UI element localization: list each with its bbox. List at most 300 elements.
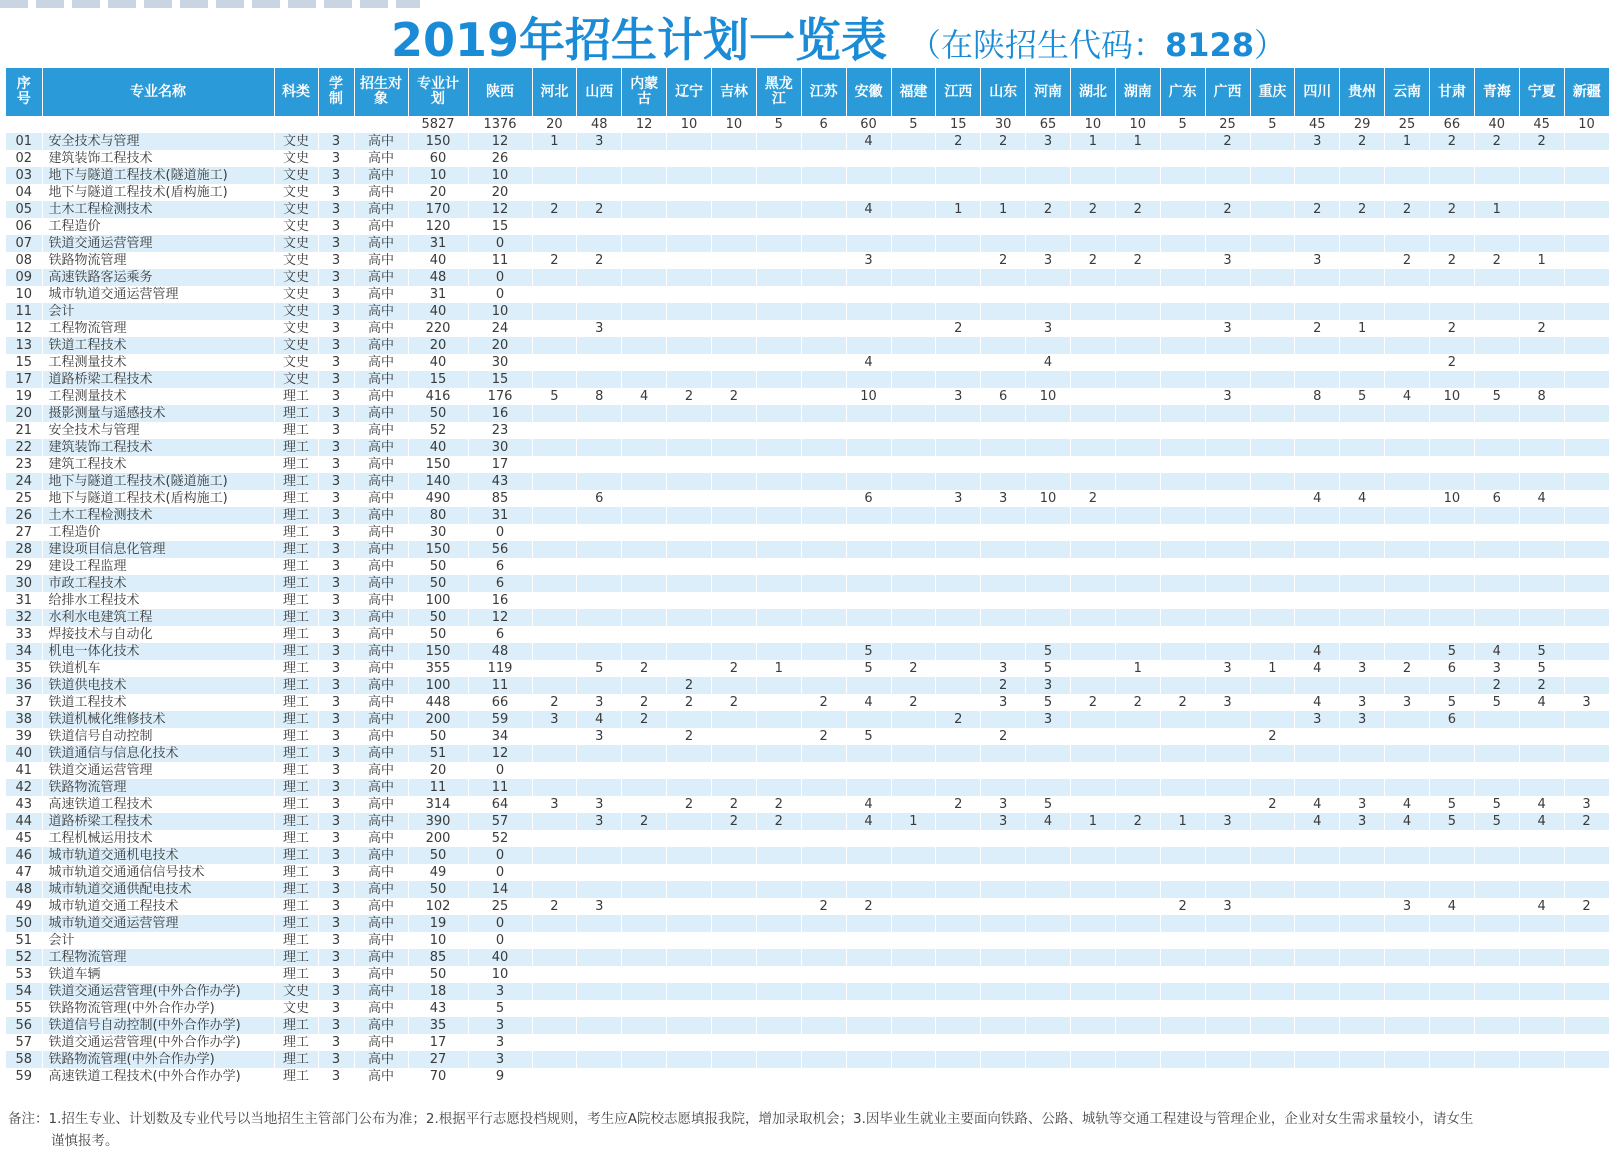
table-cell: 高中: [354, 218, 408, 235]
row-number: 08: [6, 252, 42, 269]
table-cell: [1564, 201, 1609, 218]
total-cell: 48: [577, 116, 622, 133]
table-cell: [891, 439, 936, 456]
column-header: 河北: [532, 68, 577, 116]
table-cell: [1026, 218, 1071, 235]
table-cell: [1115, 184, 1160, 201]
table-cell: [1250, 575, 1295, 592]
table-cell: 高中: [354, 949, 408, 966]
table-cell: 140: [408, 473, 468, 490]
table-cell: [1205, 762, 1250, 779]
table-cell: 102: [408, 898, 468, 915]
table-cell: [1160, 1051, 1205, 1068]
table-cell: [532, 167, 577, 184]
table-cell: [1385, 711, 1430, 728]
table-cell: [1385, 405, 1430, 422]
table-cell: [1430, 303, 1475, 320]
table-cell: [1205, 269, 1250, 286]
table-cell: [622, 1034, 667, 1051]
table-cell: [891, 830, 936, 847]
table-cell: 0: [468, 915, 532, 932]
row-number: 43: [6, 796, 42, 813]
major-name: 地下与隧道工程技术(盾构施工): [42, 184, 274, 201]
table-cell: 10: [1026, 490, 1071, 507]
table-cell: 3: [318, 490, 354, 507]
table-cell: [891, 218, 936, 235]
table-cell: [1519, 1017, 1564, 1034]
table-cell: [532, 677, 577, 694]
table-cell: [1564, 966, 1609, 983]
table-cell: [1160, 354, 1205, 371]
table-cell: [1115, 524, 1160, 541]
table-cell: [1430, 456, 1475, 473]
table-cell: [667, 813, 712, 830]
table-cell: [756, 150, 801, 167]
table-cell: [622, 745, 667, 762]
table-cell: 10: [1430, 490, 1475, 507]
table-cell: [1340, 507, 1385, 524]
table-cell: [846, 915, 891, 932]
table-cell: [1026, 184, 1071, 201]
table-cell: 3: [318, 269, 354, 286]
table-cell: [1160, 269, 1205, 286]
table-cell: [712, 932, 757, 949]
table-cell: [1295, 949, 1340, 966]
table-cell: [577, 507, 622, 524]
table-cell: 2: [1295, 320, 1340, 337]
table-cell: [891, 847, 936, 864]
table-cell: [1205, 592, 1250, 609]
table-cell: 高中: [354, 354, 408, 371]
table-cell: [532, 507, 577, 524]
table-cell: [981, 643, 1026, 660]
table-cell: 2: [891, 694, 936, 711]
table-header-row: [6, 68, 1609, 116]
table-cell: [622, 490, 667, 507]
table-cell: [712, 150, 757, 167]
table-cell: [1474, 235, 1519, 252]
table-cell: 2: [1474, 133, 1519, 150]
table-cell: [1205, 1017, 1250, 1034]
table-cell: 100: [408, 677, 468, 694]
table-cell: [1385, 830, 1430, 847]
table-cell: [756, 201, 801, 218]
table-cell: [712, 167, 757, 184]
major-name: 土木工程检测技术: [42, 201, 274, 218]
table-cell: [981, 1017, 1026, 1034]
table-cell: 3: [318, 201, 354, 218]
table-cell: [1340, 864, 1385, 881]
row-number: 50: [6, 915, 42, 932]
table-cell: [577, 235, 622, 252]
table-cell: [577, 524, 622, 541]
row-number: 52: [6, 949, 42, 966]
table-cell: [667, 286, 712, 303]
table-cell: 15: [468, 218, 532, 235]
table-cell: [532, 1000, 577, 1017]
table-cell: [1205, 184, 1250, 201]
total-cell: [318, 116, 354, 133]
table-cell: 3: [318, 762, 354, 779]
table-cell: 20: [408, 762, 468, 779]
table-cell: [756, 949, 801, 966]
table-row: [6, 813, 1609, 830]
table-cell: 0: [468, 524, 532, 541]
table-cell: 3: [318, 1051, 354, 1068]
table-cell: [1295, 966, 1340, 983]
table-row: [6, 150, 1609, 167]
table-cell: [1430, 745, 1475, 762]
table-cell: [936, 286, 981, 303]
table-cell: 高中: [354, 1017, 408, 1034]
table-cell: [577, 405, 622, 422]
table-cell: [981, 235, 1026, 252]
table-cell: [1295, 524, 1340, 541]
table-cell: [622, 558, 667, 575]
total-cell: [274, 116, 318, 133]
table-cell: [801, 218, 846, 235]
table-cell: 150: [408, 541, 468, 558]
table-cell: [1340, 337, 1385, 354]
major-name: 城市轨道交通工程技术: [42, 898, 274, 915]
row-number: 47: [6, 864, 42, 881]
table-cell: 23: [468, 422, 532, 439]
table-cell: [1250, 881, 1295, 898]
table-cell: 50: [408, 558, 468, 575]
table-cell: [1115, 167, 1160, 184]
table-cell: 1: [756, 660, 801, 677]
total-cell: 29: [1340, 116, 1385, 133]
table-cell: 高中: [354, 150, 408, 167]
major-name: 地下与隧道工程技术(隧道施工): [42, 167, 274, 184]
table-cell: [1160, 167, 1205, 184]
table-cell: 2: [1250, 796, 1295, 813]
table-cell: [756, 983, 801, 1000]
table-cell: [1160, 490, 1205, 507]
table-cell: [801, 1068, 846, 1085]
table-cell: [1430, 405, 1475, 422]
table-cell: [712, 507, 757, 524]
table-cell: [1250, 745, 1295, 762]
table-cell: [1160, 184, 1205, 201]
table-cell: [801, 269, 846, 286]
table-cell: [1071, 371, 1116, 388]
table-cell: [801, 830, 846, 847]
table-row: [6, 881, 1609, 898]
table-cell: 高中: [354, 303, 408, 320]
table-cell: [667, 1068, 712, 1085]
table-cell: 0: [468, 286, 532, 303]
table-cell: 文史: [274, 252, 318, 269]
table-cell: [1295, 1034, 1340, 1051]
table-cell: [1295, 881, 1340, 898]
table-cell: [981, 609, 1026, 626]
table-cell: [1205, 218, 1250, 235]
table-cell: [936, 677, 981, 694]
table-cell: [981, 898, 1026, 915]
row-number: 06: [6, 218, 42, 235]
table-cell: [1026, 405, 1071, 422]
table-cell: [891, 626, 936, 643]
table-cell: [667, 252, 712, 269]
table-cell: [891, 252, 936, 269]
table-cell: 2: [1115, 694, 1160, 711]
table-cell: 40: [408, 252, 468, 269]
column-header: 广东: [1160, 68, 1205, 116]
table-row: [6, 762, 1609, 779]
table-cell: 14: [468, 881, 532, 898]
table-cell: [1474, 949, 1519, 966]
table-cell: [622, 626, 667, 643]
table-cell: [1385, 371, 1430, 388]
table-cell: [1205, 643, 1250, 660]
table-cell: [936, 949, 981, 966]
table-cell: [1474, 830, 1519, 847]
table-cell: [801, 592, 846, 609]
table-cell: 高中: [354, 915, 408, 932]
table-cell: [801, 762, 846, 779]
table-cell: 170: [408, 201, 468, 218]
table-cell: 理工: [274, 592, 318, 609]
table-cell: [667, 320, 712, 337]
table-cell: [1340, 184, 1385, 201]
table-cell: [846, 949, 891, 966]
table-cell: [1250, 1000, 1295, 1017]
table-cell: [667, 184, 712, 201]
table-cell: [981, 354, 1026, 371]
table-cell: 43: [408, 1000, 468, 1017]
row-number: 26: [6, 507, 42, 524]
table-cell: [846, 1000, 891, 1017]
table-cell: [1430, 915, 1475, 932]
table-cell: [1160, 1068, 1205, 1085]
table-cell: [1160, 218, 1205, 235]
row-number: 05: [6, 201, 42, 218]
table-cell: [1026, 303, 1071, 320]
table-row: [6, 218, 1609, 235]
table-cell: 1: [1340, 320, 1385, 337]
table-cell: [801, 507, 846, 524]
table-cell: 4: [1295, 796, 1340, 813]
table-cell: [1564, 269, 1609, 286]
table-cell: 3: [318, 218, 354, 235]
table-cell: [1430, 762, 1475, 779]
table-cell: [1160, 320, 1205, 337]
table-cell: 10: [1026, 388, 1071, 405]
table-cell: [1115, 728, 1160, 745]
table-cell: [1430, 830, 1475, 847]
table-cell: 10: [468, 966, 532, 983]
table-cell: [1474, 541, 1519, 558]
table-cell: [1071, 303, 1116, 320]
table-cell: [981, 456, 1026, 473]
table-cell: [936, 575, 981, 592]
total-cell: 60: [846, 116, 891, 133]
table-cell: 2: [712, 694, 757, 711]
row-number: 02: [6, 150, 42, 167]
table-cell: 8: [1519, 388, 1564, 405]
row-number: 23: [6, 456, 42, 473]
table-cell: [1250, 524, 1295, 541]
table-cell: [1564, 456, 1609, 473]
total-cell: 10: [1564, 116, 1609, 133]
table-cell: [1519, 354, 1564, 371]
table-cell: [981, 371, 1026, 388]
table-cell: [1115, 1017, 1160, 1034]
row-number: 36: [6, 677, 42, 694]
table-cell: 理工: [274, 541, 318, 558]
table-cell: [667, 1017, 712, 1034]
table-cell: [1340, 983, 1385, 1000]
table-cell: [936, 167, 981, 184]
table-cell: 3: [1340, 813, 1385, 830]
column-header: 贵州: [1340, 68, 1385, 116]
table-cell: [667, 337, 712, 354]
table-cell: [1430, 609, 1475, 626]
table-cell: [891, 388, 936, 405]
table-cell: 11: [468, 779, 532, 796]
table-cell: 31: [408, 235, 468, 252]
table-cell: 0: [468, 932, 532, 949]
table-cell: 4: [1519, 813, 1564, 830]
table-cell: [756, 541, 801, 558]
table-cell: [1474, 1051, 1519, 1068]
table-cell: [1205, 456, 1250, 473]
table-cell: 31: [408, 286, 468, 303]
table-cell: [532, 592, 577, 609]
column-header: 山东: [981, 68, 1026, 116]
table-cell: [936, 966, 981, 983]
table-cell: [1474, 303, 1519, 320]
table-cell: [846, 439, 891, 456]
row-number: 12: [6, 320, 42, 337]
table-cell: 高中: [354, 983, 408, 1000]
table-cell: [981, 1068, 1026, 1085]
table-cell: 390: [408, 813, 468, 830]
table-cell: [936, 150, 981, 167]
table-cell: [891, 303, 936, 320]
table-cell: [981, 847, 1026, 864]
table-cell: [622, 1017, 667, 1034]
title-main: 2019年招生计划一览表: [390, 13, 887, 67]
table-cell: [1474, 898, 1519, 915]
table-cell: [622, 864, 667, 881]
column-header: 湖南: [1115, 68, 1160, 116]
table-cell: [756, 609, 801, 626]
table-cell: 2: [712, 388, 757, 405]
table-cell: [667, 949, 712, 966]
table-cell: 9: [468, 1068, 532, 1085]
table-cell: 2: [1071, 694, 1116, 711]
table-cell: [1564, 133, 1609, 150]
table-cell: [1250, 218, 1295, 235]
table-cell: [1250, 847, 1295, 864]
table-cell: [667, 201, 712, 218]
table-cell: [1564, 1000, 1609, 1017]
table-cell: [1564, 286, 1609, 303]
table-cell: 高中: [354, 1034, 408, 1051]
table-cell: [667, 898, 712, 915]
table-cell: [532, 949, 577, 966]
table-cell: [1519, 473, 1564, 490]
row-number: 48: [6, 881, 42, 898]
table-cell: [981, 762, 1026, 779]
major-name: 铁道工程技术: [42, 694, 274, 711]
table-cell: [936, 456, 981, 473]
table-cell: [1519, 439, 1564, 456]
table-cell: [891, 609, 936, 626]
table-cell: [981, 864, 1026, 881]
table-cell: [846, 762, 891, 779]
table-cell: [1430, 507, 1475, 524]
table-row: [6, 1068, 1609, 1085]
table-cell: [846, 167, 891, 184]
table-cell: 文史: [274, 218, 318, 235]
table-row: [6, 643, 1609, 660]
table-cell: 3: [1564, 796, 1609, 813]
table-cell: 文史: [274, 235, 318, 252]
table-row: [6, 796, 1609, 813]
table-cell: [1474, 983, 1519, 1000]
table-cell: 理工: [274, 609, 318, 626]
table-cell: 3: [318, 915, 354, 932]
table-cell: [1071, 898, 1116, 915]
table-cell: [1250, 541, 1295, 558]
table-cell: [756, 320, 801, 337]
table-cell: 8: [577, 388, 622, 405]
total-cell: 5: [891, 116, 936, 133]
total-cell: 45: [1519, 116, 1564, 133]
table-cell: 2: [622, 711, 667, 728]
table-cell: [1295, 1068, 1340, 1085]
table-cell: [936, 762, 981, 779]
table-row: [6, 558, 1609, 575]
table-cell: 6: [981, 388, 1026, 405]
table-cell: 高中: [354, 201, 408, 218]
table-cell: [1385, 337, 1430, 354]
table-cell: [532, 150, 577, 167]
table-cell: [1474, 439, 1519, 456]
table-cell: [1160, 541, 1205, 558]
table-cell: [756, 592, 801, 609]
table-cell: 3: [318, 864, 354, 881]
table-cell: [936, 371, 981, 388]
table-cell: 1: [1071, 813, 1116, 830]
table-cell: [1250, 558, 1295, 575]
table-cell: [1474, 337, 1519, 354]
table-cell: [1519, 524, 1564, 541]
table-cell: [1250, 320, 1295, 337]
row-number: 24: [6, 473, 42, 490]
table-cell: [577, 626, 622, 643]
table-cell: 4: [1519, 796, 1564, 813]
table-cell: [532, 1051, 577, 1068]
table-row: [6, 201, 1609, 218]
column-header: 序号: [6, 68, 42, 116]
table-cell: [712, 201, 757, 218]
table-cell: 2: [1519, 320, 1564, 337]
table-cell: 50: [408, 575, 468, 592]
table-cell: [756, 184, 801, 201]
table-cell: 3: [846, 252, 891, 269]
table-cell: [1026, 1068, 1071, 1085]
table-cell: 57: [468, 813, 532, 830]
table-cell: 3: [936, 490, 981, 507]
table-cell: [936, 235, 981, 252]
table-cell: [577, 830, 622, 847]
table-cell: [1295, 150, 1340, 167]
table-cell: [1160, 915, 1205, 932]
